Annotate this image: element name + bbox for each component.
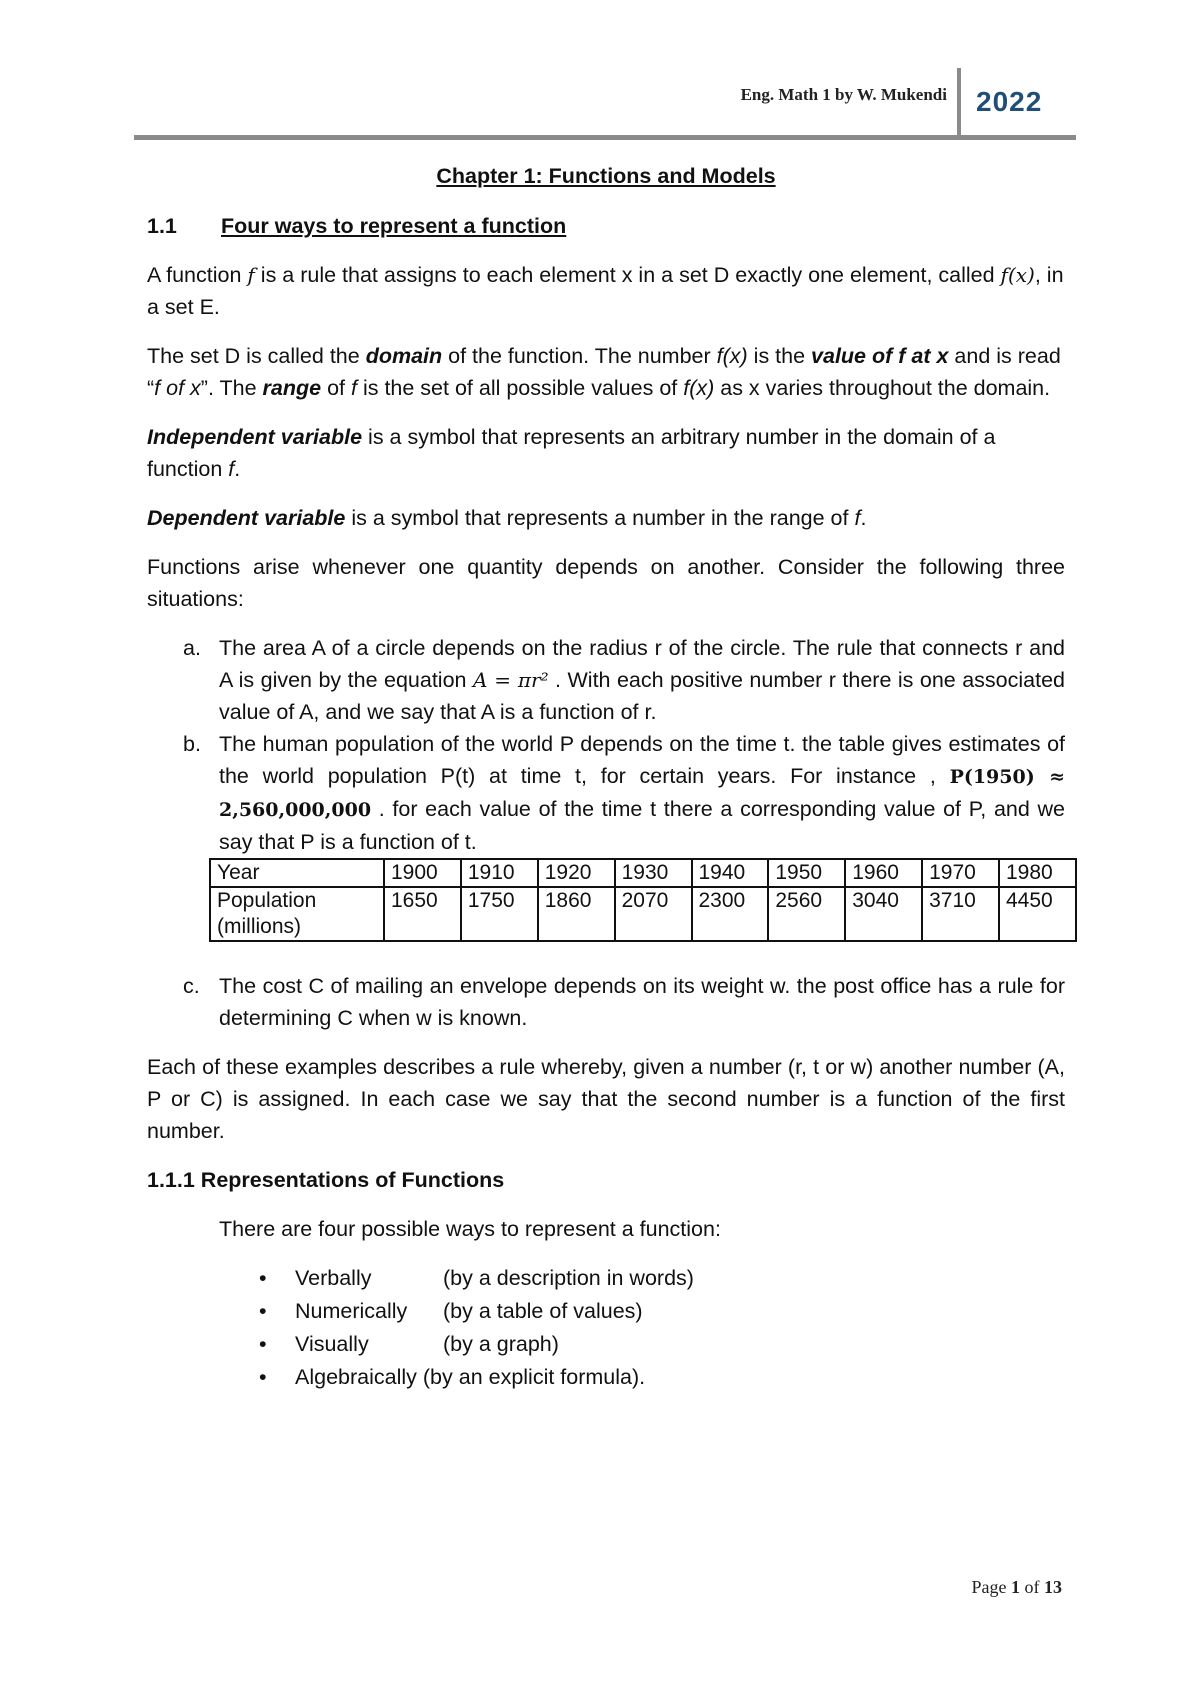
header-divider — [957, 68, 961, 138]
representations-list — [147, 1262, 1065, 1394]
examples-summary: Each of these examples describes a rule whereby, given a number (r, t or w) another number (A, P or C) is assigned. In each case we say that the second number is a function of the first number. — [147, 1055, 1065, 1143]
bullet-icon: • — [259, 1365, 267, 1389]
subsection-heading: 1.1.1 Representations of Functions — [147, 1168, 505, 1192]
year-cell: 1950 — [768, 859, 845, 887]
domain-range-paragraph: The set D is called the domain of the function. The number f(x) is the value of f at x and is read “f of x”. The range of f is the set of all possible values of f(x) as x varies throughout the domain. — [147, 344, 1061, 400]
population-cell: 1860 — [538, 887, 615, 941]
list-item: a. The area A of a circle depends on the radius r of the circle. The rule that connects r and A is given by the equation A = πr² . With each positive number r there is one associated value of A, and we say that A is a function of r. — [183, 636, 1065, 724]
bullet-icon: • — [259, 1266, 267, 1290]
current-page: 1 — [1011, 1577, 1020, 1597]
section-number: 1.1 — [147, 214, 177, 238]
year-cell: 1980 — [999, 859, 1076, 887]
population-cell: 2560 — [768, 887, 845, 941]
year-cell: 1970 — [922, 859, 999, 887]
list-item: • Verbally (by a description in words) — [219, 1262, 1065, 1295]
section-heading — [147, 210, 1065, 242]
header-author: Eng. Math 1 by W. Mukendi — [740, 85, 947, 104]
table-row — [210, 887, 1076, 941]
function-definition: A function f is a rule that assigns to each element x in a set D exactly one element, called f(x), in a set E. — [147, 263, 1064, 319]
list-item: • Visually (by a graph) — [219, 1328, 1065, 1361]
independent-variable-definition: Independent variable is a symbol that represents an arbitrary number in the domain of a function f. — [147, 425, 996, 481]
bullet-icon: • — [259, 1299, 267, 1323]
chapter-title: Chapter 1: Functions and Models — [436, 164, 776, 188]
table-header-cell: Population (millions) — [210, 887, 384, 941]
dependent-variable-definition: Dependent variable is a symbol that represents a number in the range of f. — [147, 506, 867, 530]
population-cell: 1650 — [384, 887, 461, 941]
list-item: • Algebraically (by an explicit formula). — [219, 1361, 1065, 1394]
table-row — [210, 859, 1076, 887]
situations-list — [147, 632, 1065, 858]
population-cell: 2070 — [615, 887, 692, 941]
section-title: Four ways to represent a function — [221, 214, 567, 238]
population-cell: 3710 — [922, 887, 999, 941]
year-cell: 1900 — [384, 859, 461, 887]
list-item: b. The human population of the world P depends on the time t. the table gives estimates of the world population P(t) at time t, for certain years. For instance , P(1950) ≈ 2,560,000,000 . for each value of the time t there a corresponding value of P, and we say that P is a function of t. — [183, 732, 1065, 854]
population-table — [209, 858, 1077, 942]
document-body — [147, 160, 1065, 1394]
population-cell: 1750 — [461, 887, 538, 941]
year-cell: 1920 — [538, 859, 615, 887]
list-item: c. The cost C of mailing an envelope depends on its weight w. the post office has a rule for determining C when w is known. — [183, 974, 1065, 1030]
year-cell: 1960 — [845, 859, 922, 887]
situations-intro: Functions arise whenever one quantity depends on another. Consider the following three situations: — [147, 555, 1065, 611]
population-cell: 3040 — [845, 887, 922, 941]
list-item: • Numerically (by a table of values) — [219, 1295, 1065, 1328]
header-year: 2022 — [976, 86, 1043, 117]
population-cell: 4450 — [999, 887, 1076, 941]
bullet-icon: • — [259, 1332, 267, 1356]
situations-list-continued — [147, 970, 1065, 1034]
population-cell: 2300 — [692, 887, 769, 941]
table-header-cell: Year — [210, 859, 384, 887]
year-cell: 1940 — [692, 859, 769, 887]
representations-intro: There are four possible ways to represent a function: — [219, 1217, 721, 1241]
total-pages: 13 — [1044, 1577, 1062, 1597]
year-cell: 1930 — [615, 859, 692, 887]
header-rule — [134, 135, 1076, 140]
page-footer: Page 1 of 13 — [971, 1577, 1062, 1597]
year-cell: 1910 — [461, 859, 538, 887]
